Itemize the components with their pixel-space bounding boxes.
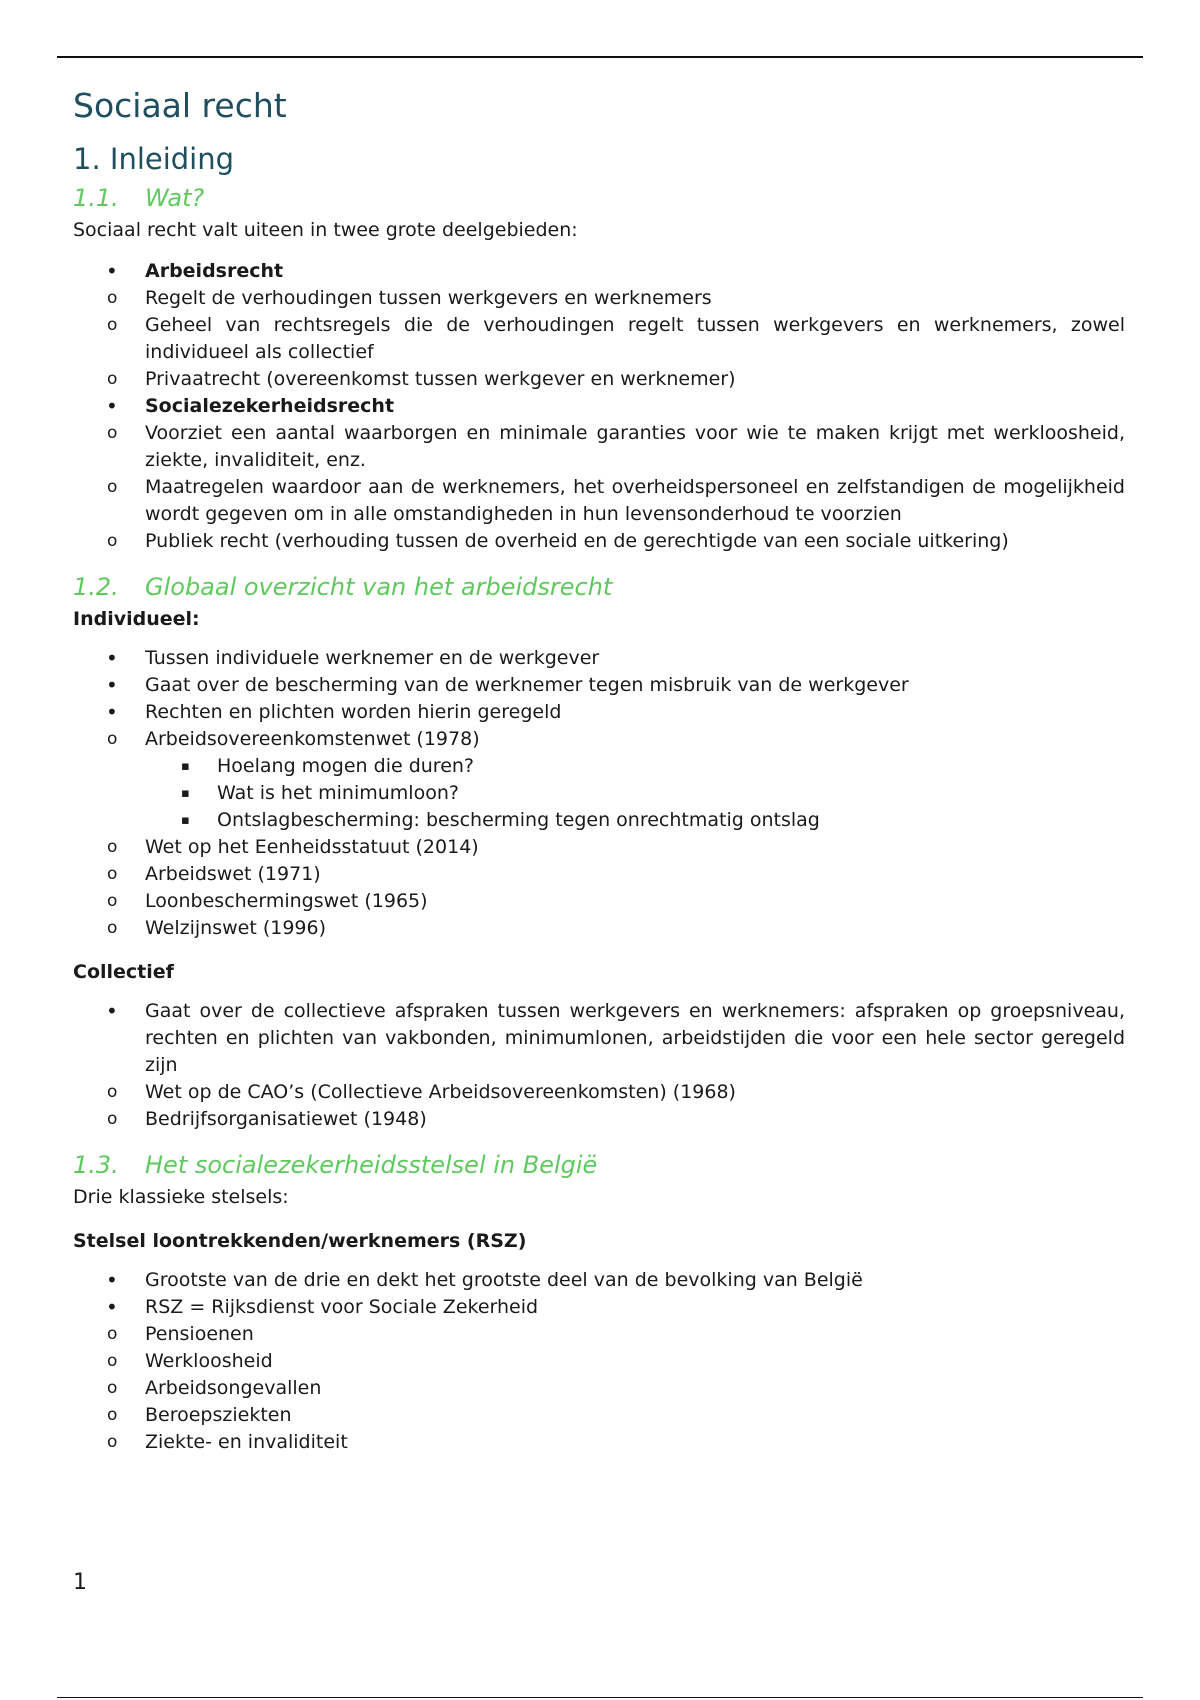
collectief-list: [73, 998, 1125, 1133]
heading-number: 1.2.: [73, 573, 119, 601]
list-item-text: Rechten en plichten worden hierin geregeld: [145, 701, 562, 723]
intro-text: Sociaal recht valt uiteen in twee grote deelgebieden:: [73, 219, 578, 241]
heading-text: Globaal overzicht van het arbeidsrecht: [145, 573, 613, 601]
individueel-list: [73, 645, 1125, 942]
rsz-list: [73, 1267, 1125, 1456]
sub-list-item: o Voorziet een aantal waarborgen en minimale garanties voor wie te maken krijgt met werkloosheid, ziekte, invaliditeit, enz.: [73, 420, 1125, 474]
sub-list-item: o Wet op de CAO’s (Collectieve Arbeidsovereenkomsten) (1968): [73, 1079, 1125, 1106]
sub-list: [73, 1079, 1125, 1133]
heading-number: 1.3.: [73, 1151, 119, 1179]
sub-list-item: o Welzijnswet (1996): [73, 915, 1125, 942]
list-item-text: RSZ = Rijksdienst voor Sociale Zekerheid: [145, 1296, 539, 1318]
heading-wat: [73, 180, 1125, 216]
sub-list-item: o Privaatrecht (overeenkomst tussen werkgever en werknemer): [73, 366, 1125, 393]
heading-globaal-overzicht: [73, 569, 1125, 605]
deelgebieden-list: [73, 258, 1125, 555]
heading-text: Het socialezekerheidsstelsel in België: [145, 1151, 598, 1179]
sub-sub-list-item: ▪ Ontslagbescherming: bescherming tegen onrechtmatig ontslag: [145, 807, 1125, 834]
sub-sub-list-item: ▪ Wat is het minimumloon?: [145, 780, 1125, 807]
individueel-label: Individueel:: [73, 608, 200, 630]
list-item-label: Arbeidsrecht: [145, 260, 284, 282]
sub-list: [73, 420, 1125, 555]
rsz-sub-list: [73, 1321, 1125, 1456]
sub-sub-list-item: ▪ Hoelang mogen die duren?: [145, 753, 1125, 780]
sub-list-item-text: Arbeidsovereenkomstenwet (1978): [145, 728, 480, 750]
list-item: [73, 1294, 1125, 1456]
list-item: • Grootste van de drie en dekt het grootste deel van de bevolking van België: [73, 1267, 1125, 1294]
sub-list-item: o Pensioenen: [73, 1321, 1125, 1348]
sub-list-item: o Maatregelen waardoor aan de werknemers, het overheidspersoneel en zelfstandigen de mogelijkheid wordt gegeven om in alle omstandigheden in hun levensonderhoud te voorzien: [73, 474, 1125, 528]
sub-list-item: o Publiek recht (verhouding tussen de overheid en de gerechtigde van een sociale uitkering): [73, 528, 1125, 555]
heading-number: 1.1.: [73, 184, 119, 212]
sub-list-item: o Loonbeschermingswet (1965): [73, 888, 1125, 915]
list-item-label: Socialezekerheidsrecht: [145, 395, 395, 417]
list-item: [73, 699, 1125, 942]
sub-list-item: o Ziekte- en invaliditeit: [73, 1429, 1125, 1456]
sub-list-item: o Wet op het Eenheidsstatuut (2014): [73, 834, 1125, 861]
list-item: • Gaat over de bescherming van de werknemer tegen misbruik van de werkgever: [73, 672, 1125, 699]
bottom-rule: [57, 1697, 1143, 1698]
heading-text: Wat?: [145, 184, 205, 212]
sub-list-item: o Beroepsziekten: [73, 1402, 1125, 1429]
sub-list-item: o Arbeidsongevallen: [73, 1375, 1125, 1402]
sub-list-item: o Bedrijfsorganisatiewet (1948): [73, 1106, 1125, 1133]
list-item: • Tussen individuele werknemer en de werkgever: [73, 645, 1125, 672]
stelsel-label: Stelsel loontrekkenden/werknemers (RSZ): [73, 1230, 527, 1252]
collectief-label: Collectief: [73, 961, 174, 983]
page-number: 1: [73, 1570, 87, 1595]
sub-list: [73, 285, 1125, 393]
sub-list-item: o Geheel van rechtsregels die de verhoudingen regelt tussen werkgevers en werknemers, zowel individueel als collectief: [73, 312, 1125, 366]
list-item: [73, 393, 1125, 555]
document-page: [73, 82, 1125, 1456]
sub-list-item: [73, 726, 1125, 834]
sub-list-item: o Arbeidswet (1971): [73, 861, 1125, 888]
top-rule: [57, 56, 1143, 58]
sub-list-item: o Regelt de verhoudingen tussen werkgevers en werknemers: [73, 285, 1125, 312]
stelsels-intro: Drie klassieke stelsels:: [73, 1186, 289, 1208]
heading-socialezekerheidsstelsel: [73, 1147, 1125, 1183]
list-item: [73, 258, 1125, 393]
document-title: Sociaal recht: [73, 86, 287, 125]
heading-inleiding: 1. Inleiding: [73, 142, 235, 176]
wetten-list: [73, 726, 1125, 942]
sub-list-item: o Werkloosheid: [73, 1348, 1125, 1375]
sub-sub-list: [73, 753, 1125, 834]
list-item: [73, 998, 1125, 1133]
list-item-text: Gaat over de collectieve afspraken tussen werkgevers en werknemers: afspraken op groepsniveau, rechten en plichten van vakbonden, minimumlonen, arbeidstijden die voor een hele sector geregeld zijn: [145, 1000, 1125, 1076]
